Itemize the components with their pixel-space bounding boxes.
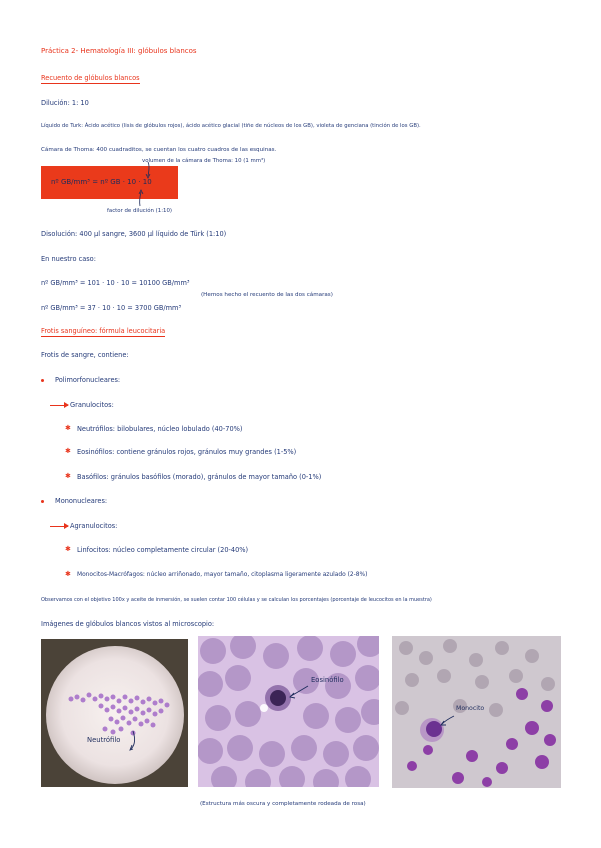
- liquido-turk-text: Líquido de Turk: Ácido acético (lisis de glóbulos rojos), ácido acético glacial (tiñe de núcleos de los GB), violeta de genciana (tinción de los GB).: [41, 123, 421, 129]
- section-heading-frotis: Frotis sanguíneo: fórmula leucocitaria: [41, 327, 166, 335]
- eosinofilos-text: Eosinófilos: contiene gránulos rojos, gránulos muy grandes (1-5%): [77, 448, 297, 456]
- dilucion-text: Dilución: 1: 10: [41, 99, 89, 107]
- star-bullet-icon: ✱: [65, 570, 71, 578]
- page-title: Práctica 2- Hematología III: glóbulos blancos: [41, 47, 197, 55]
- section-heading-recuento: Recuento de glóbulos blancos: [41, 74, 140, 82]
- label-neutrofilo: Neutrófilo: [87, 736, 121, 744]
- observacion-text: Observamos con el objetivo 100x y aceite de inmersión, se suelen contar 100 células y se calculan los porcentajes (porcentaje de leucocitos en la muestra): [41, 597, 432, 603]
- granulocitos-label: Granulocitos:: [70, 401, 114, 409]
- calc-1: nº GB/mm³ = 101 · 10 · 10 = 10100 GB/mm³: [41, 279, 190, 287]
- calc-2: nº GB/mm³ = 37 · 10 · 10 = 3700 GB/mm³: [41, 304, 182, 312]
- annotation-factor: factor de dilución (1:10): [107, 208, 172, 214]
- frotis-intro: Frotis de sangre, contiene:: [41, 351, 129, 359]
- star-bullet-icon: ✱: [65, 545, 71, 553]
- formula-text: nº GB/mm³ = nº GB · 10 · 10: [51, 178, 152, 186]
- disolucion-text: Disolución: 400 μl sangre, 3600 μl líquido de Türk (1:10): [41, 230, 227, 238]
- poly-label: Polimorfonucleares:: [55, 376, 121, 384]
- camara-thoma-text: Cámara de Thoma: 400 cuadraditos, se cuentan los cuatro cuadros de las esquinas.: [41, 147, 277, 153]
- annotation-volumen: volumen de la cámara de Thoma: 10 (1 mm³): [142, 158, 266, 164]
- linfocitos-text: Linfocitos: núcleo completamente circular (20-40%): [77, 546, 249, 554]
- label-monocito: Monocito: [456, 705, 485, 712]
- star-bullet-icon: ✱: [65, 447, 71, 455]
- neutrophil-smear-image: [41, 639, 188, 787]
- eosinophil-smear-image: [198, 636, 379, 787]
- photo-caption: (Estructura más oscura y completamente rodeada de rosa): [200, 801, 366, 807]
- monocitos-text: Monocitos-Macrófagos: núcleo arriñonado, mayor tamaño, citoplasma ligeramente azulado (2-8%): [77, 572, 368, 578]
- bullet: [41, 379, 44, 382]
- micrograph-monocyte: [392, 636, 561, 788]
- arrow-right-icon: [50, 405, 68, 406]
- imagenes-text: Imágenes de glóbulos blancos vistos al microscopio:: [41, 620, 215, 628]
- basofilos-text: Basófilos: gránulos basófilos (morado), gránulos de mayor tamaño (0-1%): [77, 473, 322, 481]
- micrograph-eosinophil: [198, 636, 379, 787]
- bullet: [41, 500, 44, 503]
- label-eosinofilo: Eosinófilo: [311, 676, 344, 684]
- caso-text: En nuestro caso:: [41, 255, 96, 263]
- side-note: (Hemos hecho el recuento de las dos cámaras): [201, 292, 333, 298]
- agranulocitos-label: Agranulocitos:: [70, 522, 118, 530]
- micrograph-neutrophil: [41, 639, 188, 787]
- star-bullet-icon: ✱: [65, 424, 71, 432]
- arrow-right-icon: [50, 526, 68, 527]
- neutrofilos-text: Neutrófilos: bilobulares, núcleo lobulado (40-70%): [77, 425, 243, 433]
- star-bullet-icon: ✱: [65, 472, 71, 480]
- annotation-arrows: [138, 160, 160, 210]
- mono-label: Mononucleares:: [55, 497, 108, 505]
